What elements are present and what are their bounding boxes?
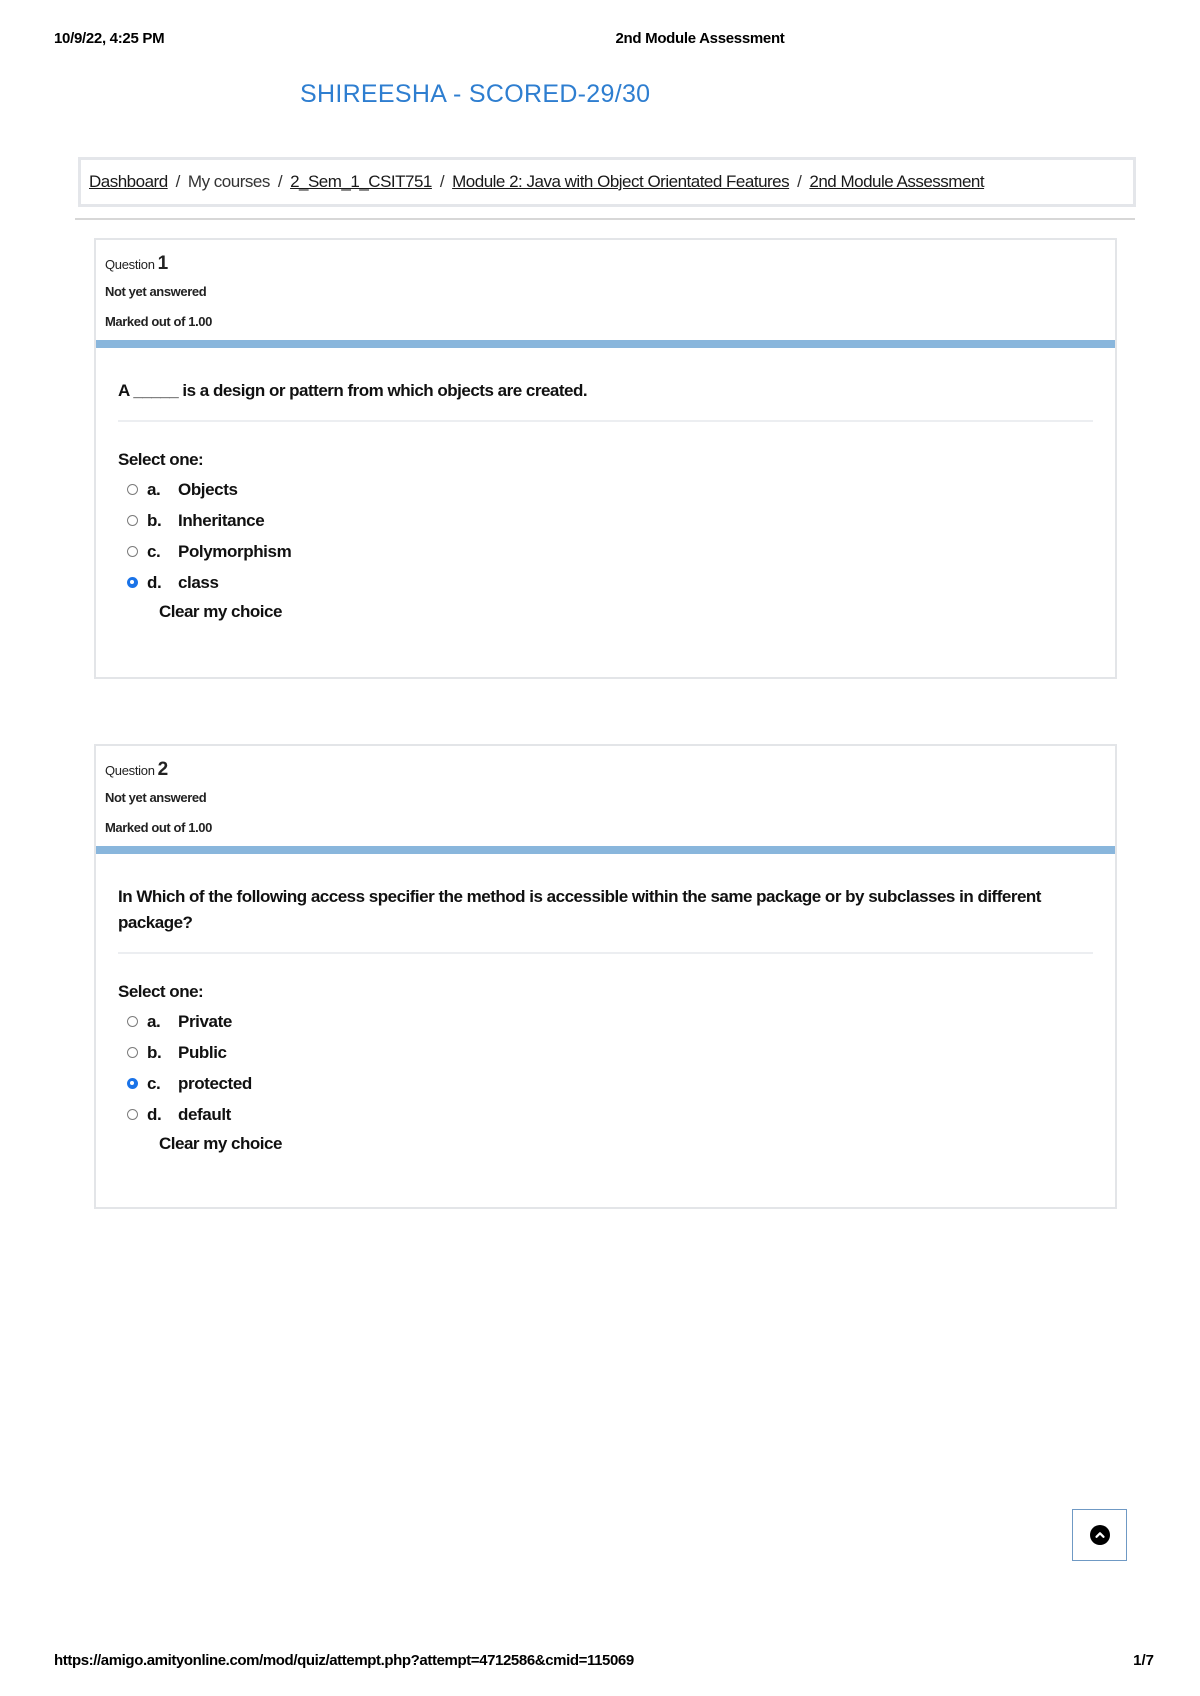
option-letter: d. (147, 1104, 162, 1124)
breadcrumb-link-module[interactable]: Module 2: Java with Object Orientated Features (452, 172, 790, 191)
radio-button[interactable] (127, 515, 138, 526)
breadcrumb-link-course[interactable]: 2_Sem_1_CSIT751 (290, 172, 432, 191)
question-info (96, 746, 1115, 846)
question-card-1 (94, 238, 1117, 679)
breadcrumb-separator: / (797, 172, 802, 191)
question-number: 2 (157, 759, 168, 780)
header-divider (75, 218, 1135, 220)
option-letter: c. (147, 1073, 161, 1093)
breadcrumb-link-dashboard[interactable]: Dashboard (89, 172, 168, 191)
radio-button[interactable] (127, 1047, 138, 1058)
radio-button-checked[interactable] (127, 577, 138, 588)
answer-option-b[interactable] (127, 1037, 1093, 1068)
scored-watermark-title: SHIREESHA - SCORED-29/30 (300, 80, 651, 108)
answer-option-d[interactable] (127, 1099, 1093, 1130)
question-info (96, 240, 1115, 340)
question-text: In Which of the following access specifier the method is accessible within the same package or by subclasses in different package? (118, 854, 1093, 954)
option-text: class (178, 572, 219, 592)
question-state: Not yet answered (105, 790, 207, 805)
option-letter: a. (147, 479, 161, 499)
answer-option-c[interactable] (127, 1068, 1093, 1099)
answer-option-d[interactable] (127, 567, 1093, 598)
question-accent-bar (96, 846, 1115, 854)
option-text: Inheritance (178, 510, 265, 530)
breadcrumb-container (78, 157, 1136, 207)
answer-option-a[interactable] (127, 474, 1093, 505)
radio-button[interactable] (127, 1109, 138, 1120)
breadcrumb-link-assessment[interactable]: 2nd Module Assessment (809, 172, 985, 191)
option-text: Polymorphism (178, 541, 292, 561)
print-header-date: 10/9/22, 4:25 PM (54, 30, 165, 47)
answer-option-c[interactable] (127, 536, 1093, 567)
chevron-up-icon (1090, 1525, 1110, 1545)
option-text: Public (178, 1042, 227, 1062)
radio-button[interactable] (127, 484, 138, 495)
radio-button-checked[interactable] (127, 1078, 138, 1089)
breadcrumb-item-my-courses: My courses (187, 172, 270, 191)
question-number: 1 (157, 253, 168, 274)
option-letter: a. (147, 1011, 161, 1031)
question-label: Question 2 (105, 759, 168, 780)
question-content (96, 854, 1115, 1192)
answer-option-a[interactable] (127, 1006, 1093, 1037)
question-label: Question 1 (105, 253, 168, 274)
option-text: Private (178, 1011, 232, 1031)
answer-option-b[interactable] (127, 505, 1093, 536)
option-letter: b. (147, 510, 162, 530)
question-text: A _____ is a design or pattern from which objects are created. (118, 348, 1093, 422)
print-header-title: 2nd Module Assessment (615, 30, 785, 47)
radio-button[interactable] (127, 546, 138, 557)
select-one-prompt: Select one: (118, 450, 204, 469)
clear-my-choice-link[interactable]: Clear my choice (159, 602, 282, 621)
option-text: default (178, 1104, 231, 1124)
question-content (96, 348, 1115, 660)
option-text: Objects (178, 479, 238, 499)
option-letter: d. (147, 572, 162, 592)
breadcrumb (89, 172, 984, 192)
option-letter: c. (147, 541, 161, 561)
print-footer-page-number: 1/7 (1133, 1652, 1154, 1669)
select-one-prompt: Select one: (118, 982, 204, 1001)
breadcrumb-separator: / (439, 172, 445, 191)
radio-button[interactable] (127, 1016, 138, 1027)
clear-my-choice-link[interactable]: Clear my choice (159, 1134, 282, 1153)
back-to-top-button[interactable] (1072, 1509, 1127, 1561)
option-text: protected (178, 1073, 252, 1093)
breadcrumb-separator: / (175, 172, 180, 191)
question-state: Not yet answered (105, 284, 207, 299)
print-footer-url: https://amigo.amityonline.com/mod/quiz/attempt.php?attempt=4712586&cmid=115069 (54, 1652, 634, 1669)
answer-options (118, 1006, 1093, 1130)
question-card-2 (94, 744, 1117, 1209)
question-accent-bar (96, 340, 1115, 348)
answer-options (118, 474, 1093, 598)
question-grade: Marked out of 1.00 (105, 820, 212, 835)
option-letter: b. (147, 1042, 162, 1062)
breadcrumb-separator: / (277, 172, 283, 191)
question-grade: Marked out of 1.00 (105, 314, 212, 329)
